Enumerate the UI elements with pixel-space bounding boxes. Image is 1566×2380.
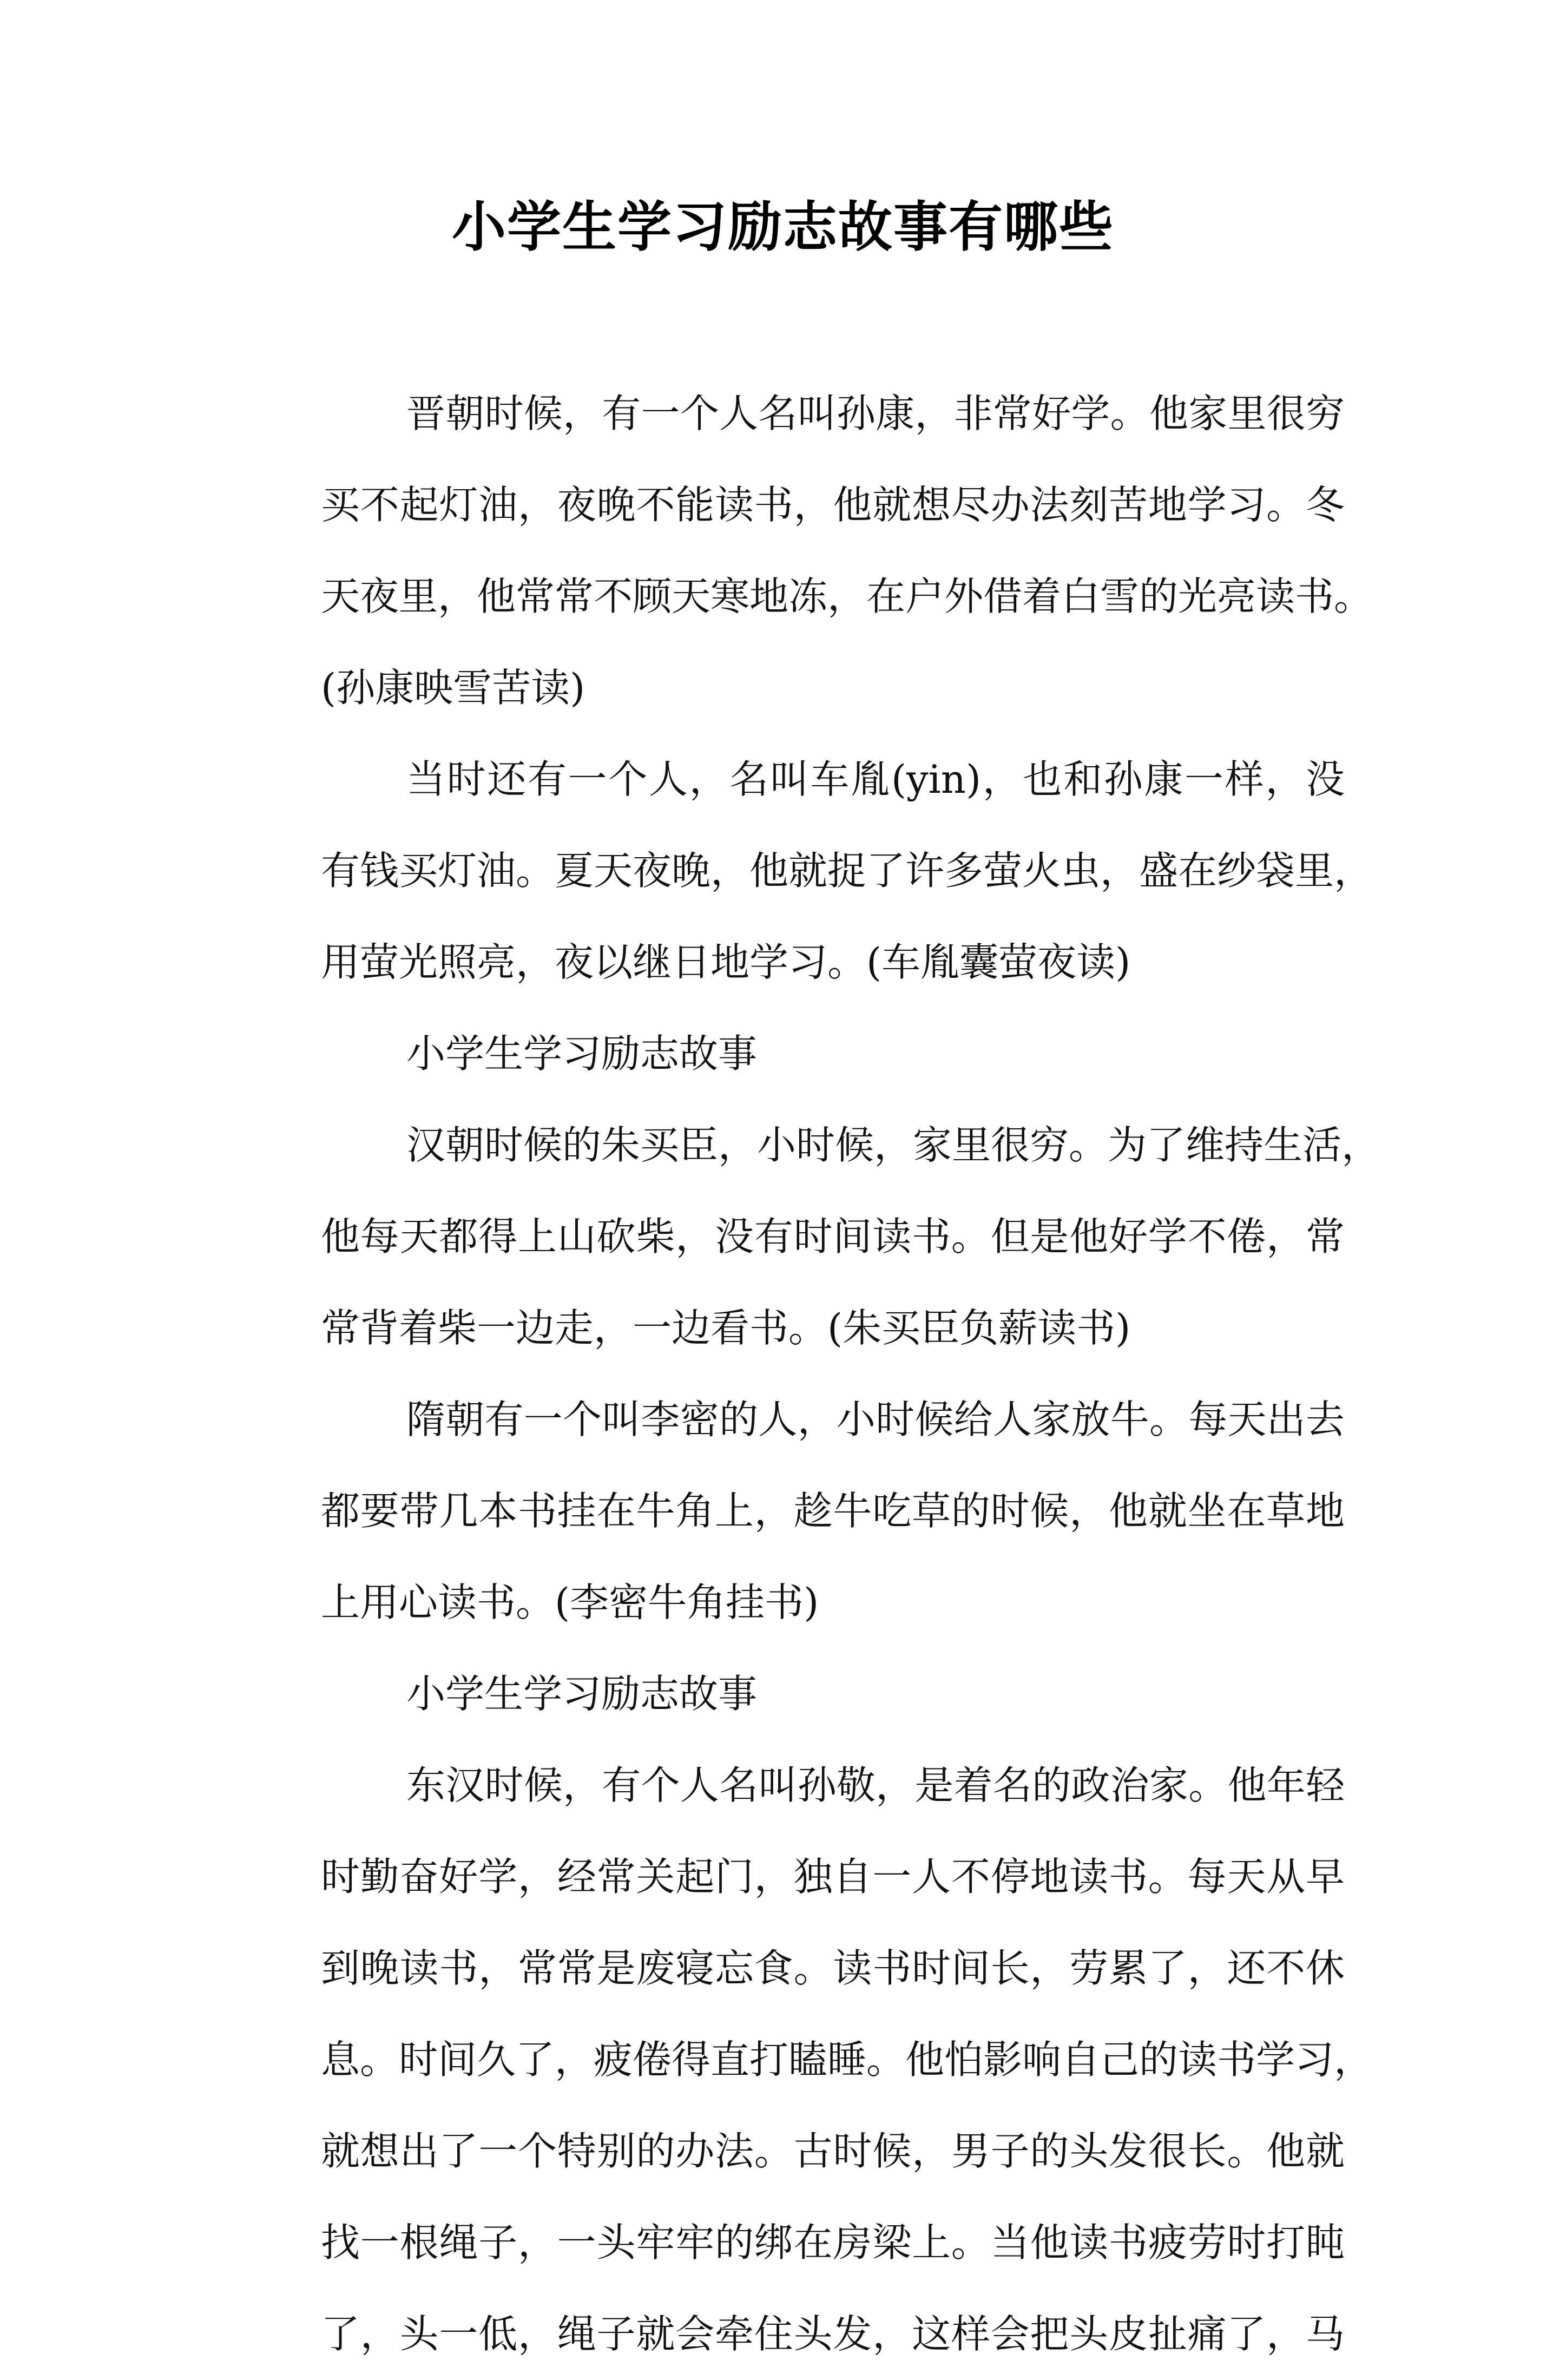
text-line: 晋朝时候，有一个人名叫孙康，非常好学。他家里很穷	[406, 391, 1345, 436]
text-line: 小学生学习励志故事	[406, 1031, 758, 1076]
paragraph-sun-kang	[241, 368, 1373, 734]
text-line: 东汉时候，有个人名叫孙敬，是着名的政治家。他年轻	[406, 1763, 1345, 1808]
text-line: 天夜里，他常常不顾天寒地冻，在户外借着白雪的光亮读书。	[321, 574, 1373, 619]
section-heading	[241, 1648, 1345, 1740]
text-line: 到晚读书，常常是废寝忘食。读书时间长，劳累了，还不休	[321, 1945, 1345, 1991]
paragraph-zhu-maichen	[241, 1100, 1381, 1374]
text-line: 当时还有一个人，名叫车胤(yin)，也和孙康一样，没	[406, 757, 1345, 802]
text-line: 他每天都得上山砍柴，没有时间读书。但是他好学不倦，常	[321, 1214, 1345, 1259]
paragraph-li-mi	[241, 1374, 1345, 1648]
text-line: 找一根绳子，一头牢牢的绑在房梁上。当他读书疲劳时打盹	[321, 2220, 1345, 2265]
text-line: 买不起灯油，夜晚不能读书，他就想尽办法刻苦地学习。冬	[321, 482, 1345, 528]
text-line: 小学生学习励志故事	[406, 1671, 758, 1717]
text-line: 就想出了一个特别的办法。古时候，男子的头发很长。他就	[321, 2128, 1345, 2174]
text-line: 用萤光照亮，夜以继日地学习。(车胤囊萤夜读)	[321, 939, 1131, 985]
text-line: 有钱买灯油。夏天夜晚，他就捉了许多萤火虫，盛在纱袋里，	[321, 848, 1373, 893]
text-line: 息。时间久了，疲倦得直打瞌睡。他怕影响自己的读书学习，	[321, 2037, 1373, 2082]
text-line: 都要带几本书挂在牛角上，趁牛吃草的时候，他就坐在草地	[321, 1488, 1345, 1534]
text-line: (孙康映雪苦读)	[321, 665, 585, 711]
text-line: 常背着柴一边走，一边看书。(朱买臣负薪读书)	[321, 1305, 1131, 1351]
text-line: 时勤奋好学，经常关起门，独自一人不停地读书。每天从早	[321, 1854, 1345, 1899]
text-line: 隋朝有一个叫李密的人，小时候给人家放牛。每天出去	[406, 1397, 1345, 1442]
text-line: 了，头一低，绳子就会牵住头发，这样会把头皮扯痛了，马	[321, 2311, 1345, 2357]
paragraph-sun-jing	[241, 1740, 1373, 2380]
section-heading	[241, 1008, 1345, 1100]
text-line: 上用心读书。(李密牛角挂书)	[321, 1580, 819, 1625]
paragraph-che-yin	[241, 734, 1373, 1008]
document-title: 小学生学习励志故事有哪些	[452, 195, 1114, 259]
document-body	[241, 368, 1381, 2380]
text-line: 汉朝时候的朱买臣，小时候，家里很穷。为了维持生活，	[406, 1122, 1381, 1168]
